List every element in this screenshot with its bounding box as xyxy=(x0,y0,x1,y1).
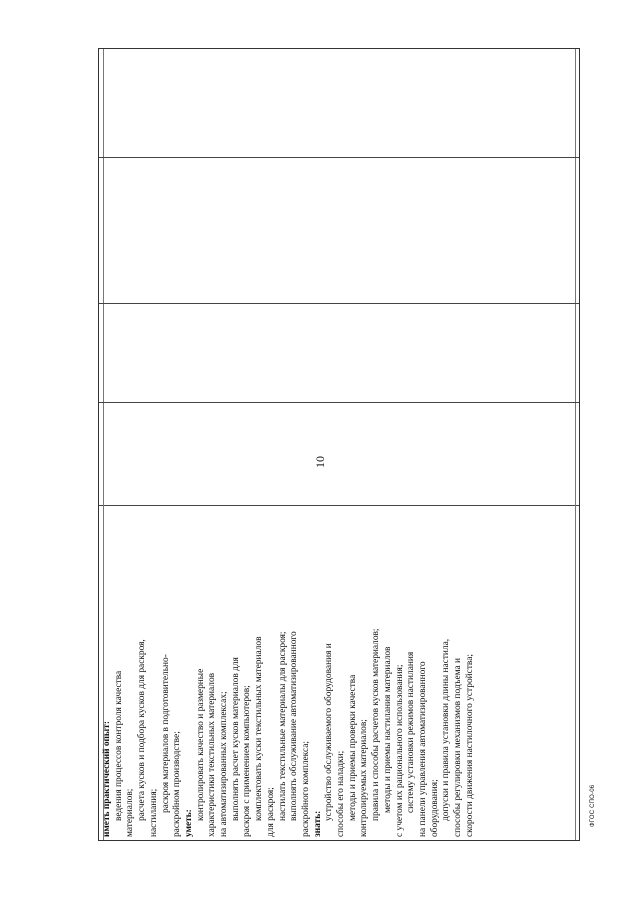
requirement-line: правила и способы расчетов кусков материалов; xyxy=(371,628,382,821)
row-divider xyxy=(99,505,579,506)
requirement-line: выполнять обслуживание автоматизированного xyxy=(289,631,300,821)
requirement-line: методы и приемы настилания материалов xyxy=(382,646,393,813)
requirement-line: раскройном производстве; xyxy=(172,731,183,837)
requirement-line: комплектовать куски текстильных материалов xyxy=(254,636,265,821)
requirement-line: расчета кусков и подбора кусков для раскроя, xyxy=(137,639,148,821)
requirement-line: иметь практический опыт: xyxy=(102,721,112,837)
footer-code: ФГОС СПО-06 xyxy=(590,784,596,827)
requirement-line: скорости движения настилочного устройства; xyxy=(464,654,475,837)
requirement-line: контролировать качество и размерные xyxy=(195,668,206,821)
requirement-line: методы и приемы проверки качества xyxy=(347,674,358,821)
requirement-line: на панели управления автоматизированного xyxy=(417,661,428,837)
column-divider xyxy=(99,157,579,158)
requirement-line: допуски и правила установки длины настила, xyxy=(441,638,452,821)
requirements-text xyxy=(102,509,477,837)
competency-table xyxy=(98,48,580,841)
page-number: 10 xyxy=(313,456,327,468)
requirement-line: способы его наладки; xyxy=(336,750,347,837)
requirement-line: характеристики текстильных материалов xyxy=(207,672,218,837)
column-divider xyxy=(99,402,579,403)
column-divider xyxy=(575,49,576,840)
requirement-line: раскройного комплекса; xyxy=(300,740,311,837)
requirements-cell xyxy=(102,509,575,837)
requirement-line: с учетом их рационального использования; xyxy=(394,664,405,837)
requirement-line: систему установки режимов настилания xyxy=(406,651,417,813)
requirement-line: выполнять расчет кусков материалов для xyxy=(230,657,241,821)
requirement-line: раскроя с применением компьютеров; xyxy=(242,685,253,837)
requirement-line: на автоматизированных комплексах; xyxy=(219,691,230,837)
requirement-line: настилания; xyxy=(148,788,159,837)
requirement-line: уметь: xyxy=(183,809,194,837)
column-divider xyxy=(99,303,579,304)
requirement-line: устройство обслуживаемого оборудования и xyxy=(324,643,335,821)
requirement-line: настилать текстильные материалы для раскроя; xyxy=(277,631,288,821)
requirement-line: материалов; xyxy=(125,788,136,837)
requirement-line: знать: xyxy=(312,810,323,837)
requirement-line: контролируемых материалов; xyxy=(359,719,370,837)
requirement-line: способы регулировки механизмов подъема и xyxy=(453,657,464,837)
requirement-line: ведения процессов контроля качества xyxy=(113,670,124,821)
requirement-line: для раскроя; xyxy=(265,787,276,837)
requirement-line: оборудования; xyxy=(429,779,440,837)
requirement-line: раскроя материалов в подготовительно- xyxy=(160,654,171,813)
